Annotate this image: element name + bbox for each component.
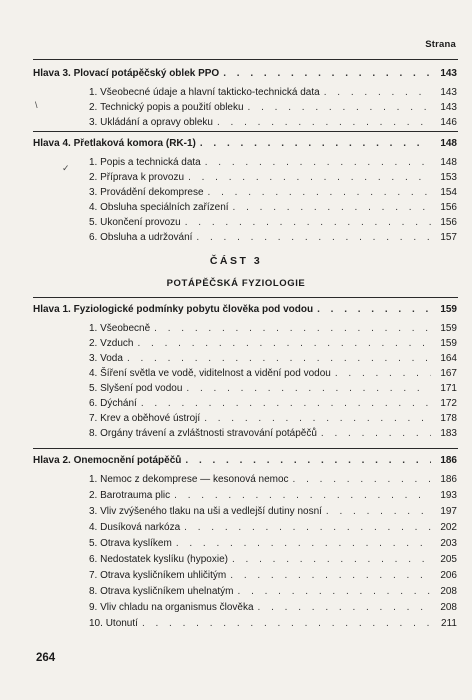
item-number: 2. <box>89 490 98 501</box>
leader-dots <box>184 522 431 534</box>
toc-item <box>89 570 457 582</box>
leader-dots <box>232 554 431 566</box>
item-title: Příprava k provozu <box>100 172 185 183</box>
toc-item <box>89 353 457 365</box>
item-number: 5. <box>89 538 98 549</box>
item-title: Dusíková narkóza <box>100 522 181 533</box>
page-number: 171 <box>440 383 457 394</box>
page-number: 208 <box>440 602 457 613</box>
leader-dots <box>185 455 431 467</box>
toc-item <box>89 323 457 335</box>
item-title: Šíření světla ve vodě, viditelnost a vidění pod vodou <box>100 368 331 379</box>
leader-dots <box>174 490 431 502</box>
leader-dots <box>188 172 431 184</box>
item-number: 8. <box>89 428 98 439</box>
page-number: 172 <box>440 398 457 409</box>
page-number: 156 <box>440 202 457 213</box>
item-number: 1. <box>89 87 98 98</box>
item-title: Vliv zvýšeného tlaku na uši a vedlejší dutiny nosní <box>100 506 322 517</box>
divider <box>33 297 458 298</box>
item-title: Utonutí <box>105 618 138 629</box>
item-title: Otrava kysličníkem uhelnatým <box>100 586 234 597</box>
chapter-label: Hlava 2. <box>33 455 71 466</box>
toc-item <box>89 217 457 229</box>
item-number: 4. <box>89 368 98 379</box>
item-number: 5. <box>89 217 98 228</box>
item-number: 2. <box>89 172 98 183</box>
leader-dots <box>186 383 431 395</box>
item-title: Otrava kysličníkem uhličitým <box>100 570 227 581</box>
item-title: Barotrauma plic <box>100 490 171 501</box>
toc-item <box>89 338 457 350</box>
toc-item <box>89 172 457 184</box>
toc-item <box>89 538 457 550</box>
page-number: 167 <box>440 368 457 379</box>
leader-dots <box>154 323 431 335</box>
toc-chapter <box>33 455 457 467</box>
leader-dots <box>127 353 431 365</box>
page-number: 186 <box>440 474 457 485</box>
item-number: 1. <box>89 474 98 485</box>
item-number: 10. <box>89 618 103 629</box>
leader-dots <box>196 232 431 244</box>
page-number: 148 <box>440 138 457 149</box>
toc-item <box>89 554 457 566</box>
page-number: 183 <box>440 428 457 439</box>
item-title: Všeobecné údaje a hlavní takticko-technická data <box>100 87 320 98</box>
toc-item <box>89 398 457 410</box>
part-heading: ČÁST 3 <box>209 255 263 267</box>
item-number: 4. <box>89 522 98 533</box>
item-number: 6. <box>89 554 98 565</box>
item-title: Ukončení provozu <box>100 217 181 228</box>
item-number: 9. <box>89 602 98 613</box>
toc-chapter <box>33 304 457 316</box>
page-number: 164 <box>440 353 457 364</box>
item-title: Nemoc z dekomprese — kesonová nemoc <box>100 474 289 485</box>
item-title: Popis a technická data <box>100 157 201 168</box>
item-title: Ukládání a opravy obleku <box>100 117 213 128</box>
toc-item <box>89 602 457 614</box>
toc-chapter <box>33 68 457 80</box>
chapter-label: Hlava 4. <box>33 138 71 149</box>
toc-item <box>89 413 457 425</box>
leader-dots <box>205 157 431 169</box>
leader-dots <box>176 538 431 550</box>
item-number: 3. <box>89 506 98 517</box>
item-title: Orgány trávení a zvláštnosti stravování potápěčů <box>100 428 317 439</box>
leader-dots <box>324 87 431 99</box>
leader-dots <box>142 618 431 630</box>
leader-dots <box>223 68 431 80</box>
column-header-strana: Strana <box>425 39 456 50</box>
item-number: 1. <box>89 323 98 334</box>
item-number: 2. <box>89 102 98 113</box>
leader-dots <box>321 428 431 440</box>
item-title: Technický popis a použití obleku <box>100 102 244 113</box>
divider <box>33 448 458 449</box>
toc-item <box>89 618 457 630</box>
item-number: 5. <box>89 383 98 394</box>
item-number: 3. <box>89 117 98 128</box>
chapter-title: Plovací potápěčský oblek PPO <box>73 68 220 79</box>
chapter-label: Hlava 1. <box>33 304 71 315</box>
item-title: Krev a oběhové ústrojí <box>100 413 201 424</box>
leader-dots <box>141 398 431 410</box>
item-number: 4. <box>89 202 98 213</box>
page-number: 159 <box>440 304 457 315</box>
toc-item <box>89 383 457 395</box>
page-number: 159 <box>440 338 457 349</box>
page-number: 208 <box>440 586 457 597</box>
leader-dots <box>204 413 431 425</box>
toc-chapter <box>33 138 457 150</box>
chapter-label: Hlava 3. <box>33 68 71 79</box>
leader-dots <box>238 586 431 598</box>
chapter-title: Fyziologické podmínky pobytu člověka pod vodou <box>73 304 314 315</box>
item-number: 3. <box>89 187 98 198</box>
toc-item <box>89 522 457 534</box>
leader-dots <box>217 117 431 129</box>
footer-page-number: 264 <box>36 652 56 664</box>
toc-item <box>89 368 457 380</box>
page-number: 197 <box>440 506 457 517</box>
leader-dots <box>317 304 431 316</box>
page-number: 203 <box>440 538 457 549</box>
toc-item <box>89 428 457 440</box>
page-number: 186 <box>440 455 457 466</box>
toc-item <box>89 490 457 502</box>
chapter-title: Onemocnění potápěčů <box>73 455 182 466</box>
item-number: 6. <box>89 232 98 243</box>
toc-item <box>89 117 457 129</box>
page-number: 205 <box>440 554 457 565</box>
page-number: 146 <box>440 117 457 128</box>
toc-item <box>89 506 457 518</box>
item-number: 2. <box>89 338 98 349</box>
leader-dots <box>335 368 431 380</box>
page-number: 156 <box>440 217 457 228</box>
item-number: 3. <box>89 353 98 364</box>
page-number: 202 <box>440 522 457 533</box>
page-number: 211 <box>441 618 457 629</box>
page-number: 157 <box>440 232 457 243</box>
stray-mark: ✓ <box>62 163 70 173</box>
item-title: Nedostatek kyslíku (hypoxie) <box>100 554 228 565</box>
item-number: 6. <box>89 398 98 409</box>
chapter-title: Přetlaková komora (RK-1) <box>73 138 196 149</box>
toc-item <box>89 102 457 114</box>
leader-dots <box>248 102 431 114</box>
page-number: 153 <box>440 172 457 183</box>
item-title: Provádění dekomprese <box>100 187 204 198</box>
item-title: Voda <box>100 353 123 364</box>
item-number: 8. <box>89 586 98 597</box>
item-title: Otrava kyslíkem <box>100 538 172 549</box>
toc-item <box>89 586 457 598</box>
stray-mark: \ <box>35 100 38 110</box>
page-number: 193 <box>440 490 457 501</box>
divider <box>33 131 458 132</box>
leader-dots <box>185 217 431 229</box>
item-number: 1. <box>89 157 98 168</box>
page-number: 206 <box>440 570 457 581</box>
leader-dots <box>200 138 431 150</box>
toc-item <box>89 232 457 244</box>
toc-item <box>89 474 457 486</box>
leader-dots <box>293 474 431 486</box>
page-number: 143 <box>440 68 457 79</box>
item-title: Dýchání <box>100 398 137 409</box>
part-subheading: POTÁPĚČSKÁ FYZIOLOGIE <box>166 278 306 289</box>
item-title: Vzduch <box>100 338 134 349</box>
item-title: Obsluha a udržování <box>100 232 193 243</box>
toc-item <box>89 157 457 169</box>
item-title: Vliv chladu na organismus člověka <box>100 602 254 613</box>
item-title: Všeobecně <box>100 323 151 334</box>
leader-dots <box>258 602 431 614</box>
page-number: 143 <box>440 87 457 98</box>
page-number: 148 <box>440 157 457 168</box>
page-number: 178 <box>440 413 457 424</box>
item-title: Obsluha speciálních zařízení <box>100 202 229 213</box>
page-number: 159 <box>440 323 457 334</box>
leader-dots <box>233 202 431 214</box>
toc-item <box>89 202 457 214</box>
leader-dots <box>230 570 431 582</box>
toc-item <box>89 87 457 99</box>
page-number: 143 <box>440 102 457 113</box>
leader-dots <box>326 506 431 518</box>
toc-item <box>89 187 457 199</box>
page-number: 154 <box>440 187 457 198</box>
leader-dots <box>208 187 431 199</box>
leader-dots <box>137 338 431 350</box>
item-number: 7. <box>89 570 98 581</box>
item-number: 7. <box>89 413 98 424</box>
divider <box>33 59 458 60</box>
item-title: Slyšení pod vodou <box>100 383 183 394</box>
